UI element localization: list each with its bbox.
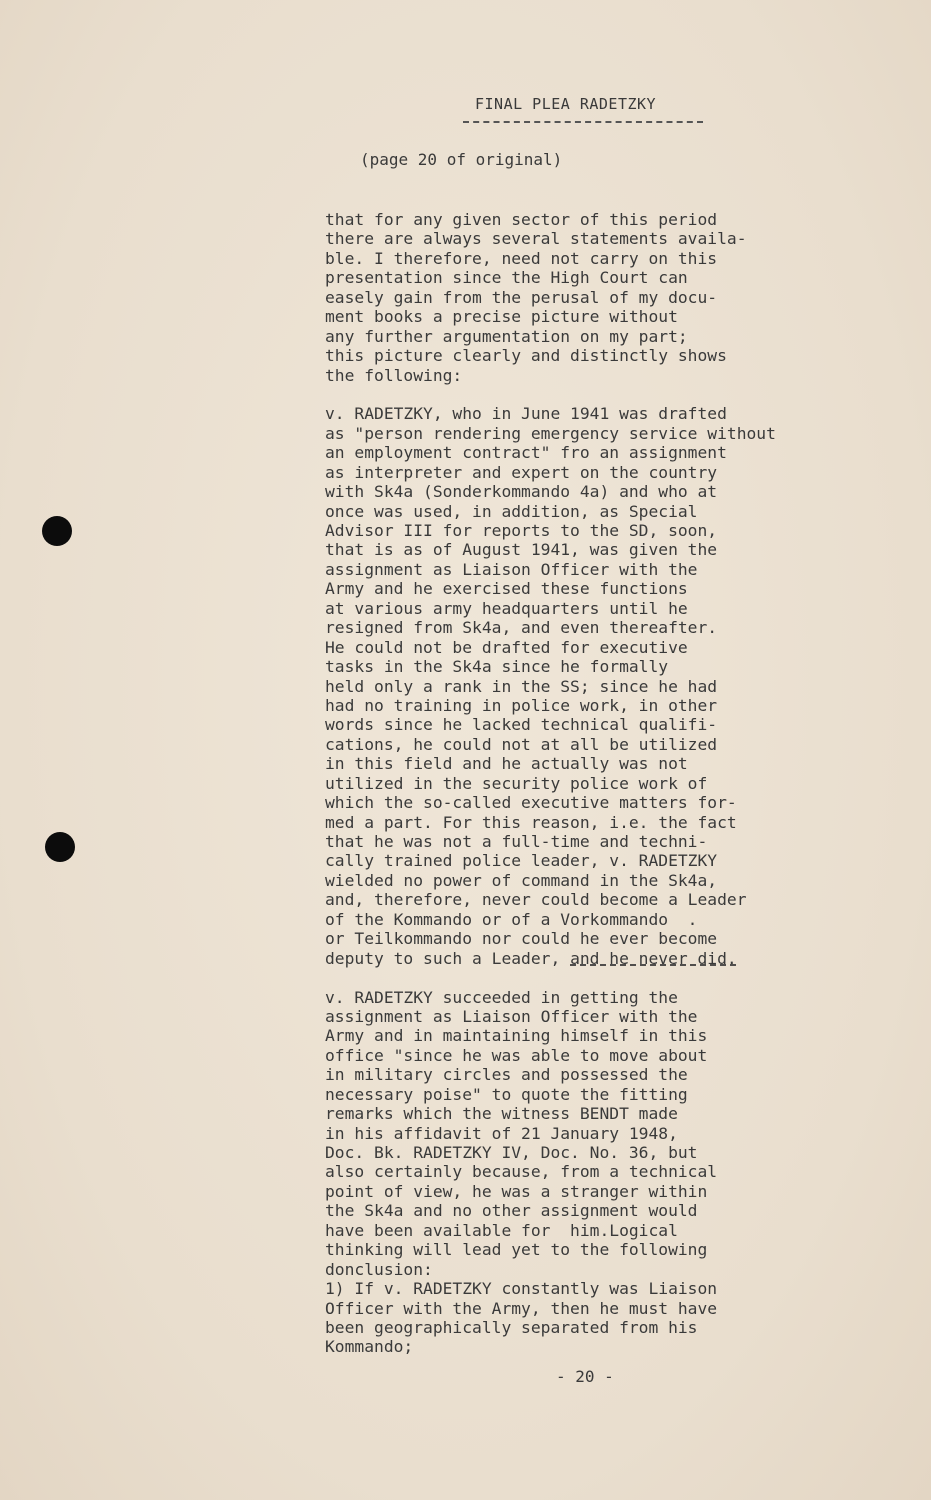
text-line: with Sk4a (Sonderkommando 4a) and who at (325, 482, 718, 502)
text-line: that he was not a full-time and techni- (325, 832, 708, 851)
body-text (325, 210, 776, 1357)
text-line: which the so-called executive matters for- (325, 793, 737, 813)
text-line: thinking will lead yet to the following (325, 1240, 708, 1260)
text-line: tasks in the Sk4a since he formally (325, 657, 669, 677)
text-line: any further argumentation on my part; (325, 326, 688, 346)
text-line: once was used, in addition, as Special (325, 501, 698, 521)
text-line: Army and in maintaining himself in this (325, 1026, 708, 1046)
paragraph-3 (325, 988, 776, 1357)
text-line: Army and he exercised these functions (325, 579, 688, 599)
text-line: in his affidavit of 21 January 1948, (325, 1123, 678, 1143)
text-line: as interpreter and expert on the country (325, 462, 718, 482)
text-line: 1) If v. RADETZKY constantly was Liaison (325, 1279, 718, 1299)
text-line: point of view, he was a stranger within (325, 1181, 708, 1201)
page-reference: (page 20 of original) (360, 150, 563, 169)
text-line: in military circles and possessed the (325, 1065, 688, 1085)
text-line: of the Kommando or of a Vorkommando . (325, 909, 698, 929)
text-line: donclusion: (325, 1259, 433, 1279)
text-line: remarks which the witness BENDT made (325, 1104, 678, 1124)
text-line: held only a rank in the SS; since he had (325, 676, 718, 696)
punch-hole-bottom (45, 832, 75, 862)
text-line: ble. I therefore, need not carry on this (325, 248, 718, 268)
text-line: and, therefore, never could become a Leader (325, 890, 747, 910)
text-line: at various army headquarters until he (325, 598, 688, 618)
text-line: necessary poise" to quote the fitting (325, 1084, 688, 1104)
paragraph-gap (325, 968, 776, 987)
underlined-phrase: and he never did. (570, 948, 737, 968)
text-line: also certainly because, from a technical (325, 1162, 718, 1182)
text-line: cally trained police leader, v. RADETZKY (325, 851, 718, 871)
text-line: ment books a precise picture without (325, 307, 678, 327)
text-line: that for any given sector of this period (325, 210, 718, 229)
text-line: utilized in the security police work of (325, 773, 708, 793)
text-line: this picture clearly and distinctly shows (325, 346, 727, 366)
paragraph-2 (325, 404, 776, 968)
text-line: med a part. For this reason, i.e. the fact (325, 812, 737, 832)
text-line: v. RADETZKY, who in June 1941 was drafted (325, 404, 727, 424)
text-line: v. RADETZKY succeeded in getting the (325, 987, 678, 1007)
text-line: words since he lacked technical qualifi- (325, 715, 718, 735)
paragraph-1 (325, 210, 776, 385)
document-title: FINAL PLEA RADETZKY (475, 95, 657, 113)
text-line: resigned from Sk4a, and even thereafter. (325, 618, 718, 638)
text-line: there are always several statements availa- (325, 229, 747, 249)
text-line: as "person rendering emergency service without (325, 423, 776, 443)
text-line: assignment as Liaison Officer with the (325, 1006, 698, 1026)
text-line: Officer with the Army, then he must have (325, 1298, 718, 1318)
text-line: or Teilkommando nor could he ever become (325, 929, 718, 949)
text-line: office "since he was able to move about (325, 1045, 708, 1065)
paragraph-gap (325, 385, 776, 404)
text-line: in this field and he actually was not (325, 754, 688, 774)
text-line: assignment as Liaison Officer with the (325, 559, 698, 579)
text-line: the following: (325, 365, 463, 385)
text-line: Kommando; (325, 1337, 414, 1357)
text-line-prefix: deputy to such a Leader, (325, 948, 571, 968)
text-line: that is as of August 1941, was given the (325, 540, 718, 560)
page-number: - 20 - (556, 1367, 614, 1386)
text-line: an employment contract" fro an assignment (325, 443, 727, 463)
text-line: easely gain from the perusal of my docu- (325, 287, 718, 307)
text-line: wielded no power of command in the Sk4a, (325, 870, 718, 890)
text-line-final (325, 949, 776, 968)
text-line: presentation since the High Court can (325, 268, 688, 288)
title-underline (463, 121, 703, 123)
text-line: Doc. Bk. RADETZKY IV, Doc. No. 36, but (325, 1143, 698, 1162)
text-line: had no training in police work, in other (325, 695, 718, 715)
text-line: Advisor III for reports to the SD, soon, (325, 521, 718, 540)
punch-hole-top (42, 516, 72, 546)
text-line: the Sk4a and no other assignment would (325, 1201, 698, 1221)
text-line: He could not be drafted for executive (325, 637, 688, 657)
text-line: been geographically separated from his (325, 1317, 698, 1337)
text-line: have been available for him.Logical (325, 1220, 678, 1240)
text-line: cations, he could not at all be utilized (325, 734, 718, 754)
